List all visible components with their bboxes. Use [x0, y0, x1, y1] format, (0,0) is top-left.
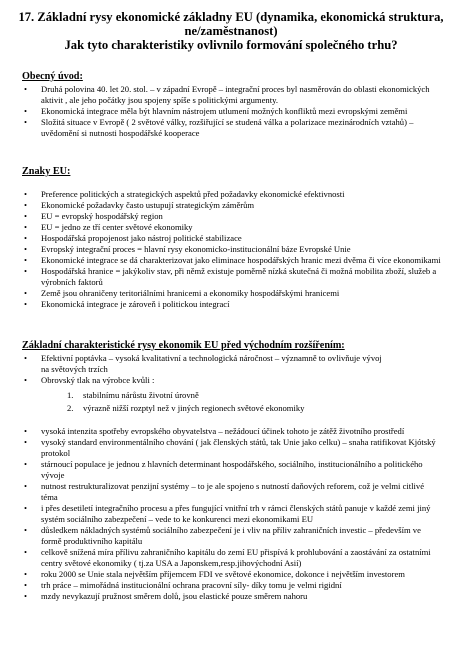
list-item: • důsledkem nákladných systémů sociálního zabezpečení je i vliv na příliv zahraničních investic – především ve formě produktivního kapitálu — [22, 525, 442, 547]
list-item: • Efektivní poptávka – vysoká kvalitativní a technologická náročnost – významně to ovlivňuje vývoj na světových trzích — [22, 353, 382, 375]
list-item: • Preference politických a strategických aspektů před požadavky ekonomické efektivnosti — [22, 189, 442, 200]
list-item: • nutnost restrukturalizovat penzijní systémy – to je ale spojeno s nutností daňových reforem, což je velmi citlivé téma — [22, 481, 442, 503]
list-item: • Ekonomické požadavky často ustupují strategickým záměrům — [22, 200, 442, 211]
list-item: • EU = evropský hospodářský region — [22, 211, 442, 222]
list-item: • mzdy nevykazují pružnost směrem dolů, jsou elastické pouze směrem nahoru — [22, 591, 442, 602]
characteristics-list-b — [22, 426, 442, 602]
general-intro-list — [22, 84, 442, 139]
list-item: • Ekonomická integrace je zároveň i politickou integrací — [22, 299, 442, 310]
item-text: výrazně nižší rozptyl než v jiných regionech světové ekonomiky — [83, 403, 305, 413]
list-item: • Evropský integrační proces = hlavní rysy ekonomicko-institucionální báze Evropské Unie — [22, 244, 442, 255]
characteristics-list-a — [22, 353, 382, 386]
numbered-item — [67, 402, 304, 415]
list-item: • i přes desetiletí integračního procesu a přes fungující vnitřní trh v rámci členských států panuje v každé zemi jiný systém sociálního zabezpečení – vede to ke konkurenci mezi ekonomikami EU — [22, 503, 442, 525]
list-item: • trh práce – mimořádná institucionální ochrana pracovní síly- díky tomu je velmi rigidní — [22, 580, 442, 591]
section-heading-general-intro: Obecný úvod: — [22, 71, 83, 82]
item-number: 2. — [67, 403, 74, 413]
list-item: • Ekonomická integrace měla být hlavním nástrojem utlumení možných konfliktů mezi evropskými zeměmi — [22, 106, 442, 117]
eu-features-list — [22, 189, 442, 310]
list-item: • Země jsou ohraničeny teritoriálními hranicemi a ekonomiky hospodářskými hranicemi — [22, 288, 442, 299]
title-line-2: Jak tyto charakteristiky ovlivnilo formování společného trhu? — [64, 38, 398, 52]
list-item: • Hospodářská propojenost jako nástroj politické stabilizace — [22, 233, 442, 244]
list-item: • vysoký standard environmentálního chování ( jak členských států, tak Unie jako celku) – snaha ratifikovat Kjótský protokol — [22, 437, 442, 459]
list-item: • EU = jedno ze tří center světové ekonomiky — [22, 222, 442, 233]
section-heading-eu-characteristics: Základní charakteristické rysy ekonomik EU před východním rozšířením: — [22, 340, 345, 351]
list-item: • Složitá situace v Evropě ( 2 světové války, rozšiřující se studená válka a polarizace mezinárodních vztahů) – uvědomění si nutnosti hospodářské kooperace — [22, 117, 442, 139]
title-line-1: 17. Základní rysy ekonomické základny EU (dynamika, ekonomická struktura, ne/zaměstnanost) — [18, 10, 444, 38]
numbered-list — [67, 389, 304, 415]
list-item: • celkově snížená míra přílivu zahraničního kapitálu do zemí EU přispívá k prohlubování a zaostávání za ostatními centry světové ekonomiky ( tj.za USA a Japonskem,resp.jihovýchodní Asií) — [22, 547, 442, 569]
document-title — [10, 10, 452, 52]
list-item: • Ekonomické integrace se dá charakterizovat jako eliminace hospodářských hranic mezi dvěma či více ekonomikami — [22, 255, 442, 266]
list-item: • Hospodářská hranice = jakýkoliv stav, při němž existuje poměrně nízká skutečná či možná mobilita zboží, služeb a výrobních faktorů — [22, 266, 442, 288]
numbered-item — [67, 389, 304, 402]
item-number: 1. — [67, 390, 74, 400]
item-text: stabilnímu nárůstu životní úrovně — [83, 390, 199, 400]
list-item: • vysoká intenzita spotřeby evropského obyvatelstva – nežádoucí účinek tohoto je zátěž životního prostředí — [22, 426, 442, 437]
section-heading-eu-features: Znaky EU: — [22, 166, 71, 177]
list-item: • roku 2000 se Unie stala největším příjemcem FDI ve světové ekonomice, dokonce i největším investorem — [22, 569, 442, 580]
list-item: • Druhá polovina 40. let 20. stol. – v západní Evropě – integrační proces byl nasměrován do oblasti ekonomických aktivit , ale jeho počátky jsou spojeny spíše s politickými argumenty. — [22, 84, 442, 106]
list-item: • Obrovský tlak na výrobce kvůli : — [22, 375, 382, 386]
list-item: • stárnoucí populace je jednou z hlavních determinant hospodářského, sociálního, institucionálního a politického vývoje — [22, 459, 442, 481]
